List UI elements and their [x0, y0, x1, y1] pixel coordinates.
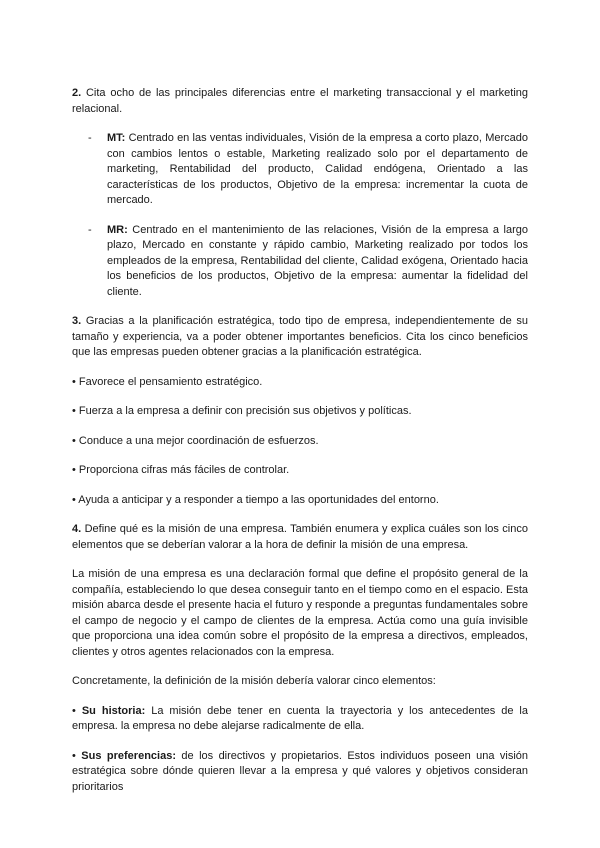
bullet-marker: •: [72, 704, 76, 717]
benefit-item: • Conduce a una mejor coordinación de esfuerzos.: [72, 434, 319, 447]
list-item-mr: [72, 223, 528, 301]
item-label: MT:: [107, 132, 126, 144]
document-page: [72, 86, 528, 809]
element-history: [72, 704, 528, 735]
item-text: Centrado en las ventas individuales, Visión de la empresa a corto plazo, Mercado con cambios lentos o estable, Marketing realizado solo por el departamento de marketing, Rentabilidad del producto, Calidad endógena, Orientado a las características de los productos, Objetivo de la empresa: incrementar la cuota de mercado.: [107, 132, 529, 206]
item-label: MR:: [107, 223, 128, 236]
benefit-item: • Fuerza a la empresa a definir con precisión sus objetivos y políticas.: [72, 405, 412, 417]
question-number: 3.: [72, 315, 82, 327]
list-item-mt: [72, 131, 528, 209]
question-text: Define qué es la misión de una empresa. También enumera y explica cuáles son los cinco elementos que se deberían valorar a la hora de definir la misión de una empresa.: [72, 523, 528, 551]
question-number: 2.: [72, 87, 82, 99]
elements-intro: Concretamente, la definición de la misión debería valorar cinco elementos:: [72, 675, 436, 687]
question-number: 4.: [72, 523, 82, 535]
element-text: de los directivos y propietarios. Estos individuos poseen una visión estratégica sobre dónde quieren llevar a la empresa y qué valores y objetivos consideran prioritarios: [72, 749, 529, 793]
question-text: Gracias a la planificación estratégica, todo tipo de empresa, independientemente de su tamaño y experiencia, va a poder obtener importantes beneficios. Cita los cinco beneficios que las empresas pueden obtener gracias a la planificación estratégica.: [72, 315, 528, 358]
element-label: Sus preferencias:: [81, 749, 176, 762]
question-4: [72, 522, 528, 553]
element-label: Su historia:: [81, 704, 146, 717]
bullet-marker: •: [72, 749, 76, 762]
benefit-item: • Ayuda a anticipar y a responder a tiempo a las oportunidades del entorno.: [72, 493, 439, 506]
element-preferences: [72, 749, 528, 796]
dash-marker: -: [88, 223, 92, 236]
benefit-item: • Proporciona cifras más fáciles de controlar.: [72, 464, 290, 476]
question-2: [72, 86, 528, 117]
item-text: Centrado en el mantenimiento de las relaciones, Visión de la empresa a largo plazo, Mercado en constante y rápido cambio, Marketing realizado por todos los empleados de la empresa, Rentabilidad del cliente, Calidad exógena, Orientado hacia los beneficios de los productos, Objetivo de la empresa: aumentar la fidelidad del cliente.: [107, 223, 529, 298]
dash-marker: -: [88, 132, 92, 144]
mission-definition: La misión de una empresa es una declaración formal que define el propósito general de la compañía, estableciendo lo que desea conseguir tanto en el tiempo como en el espacio. Esta misión abarca desde el presente hacia el futuro y responde a preguntas fundamentales sobre el campo de negocio y el campo de clientes de la empresa. Actúa como una guía invisible que proporciona una idea común sobre el propósito de la empresa a directivos, empleados, clientes y otros agentes relacionados con la empresa.: [72, 568, 528, 658]
question-3: [72, 314, 528, 361]
element-text: La misión debe tener en cuenta la trayectoria y los antecedentes de la empresa. la empresa no debe alejarse radicalmente de ella.: [72, 704, 528, 732]
question-text: Cita ocho de las principales diferencias entre el marketing transaccional y el marketing relacional.: [72, 87, 529, 115]
benefit-item: • Favorece el pensamiento estratégico.: [72, 375, 263, 388]
